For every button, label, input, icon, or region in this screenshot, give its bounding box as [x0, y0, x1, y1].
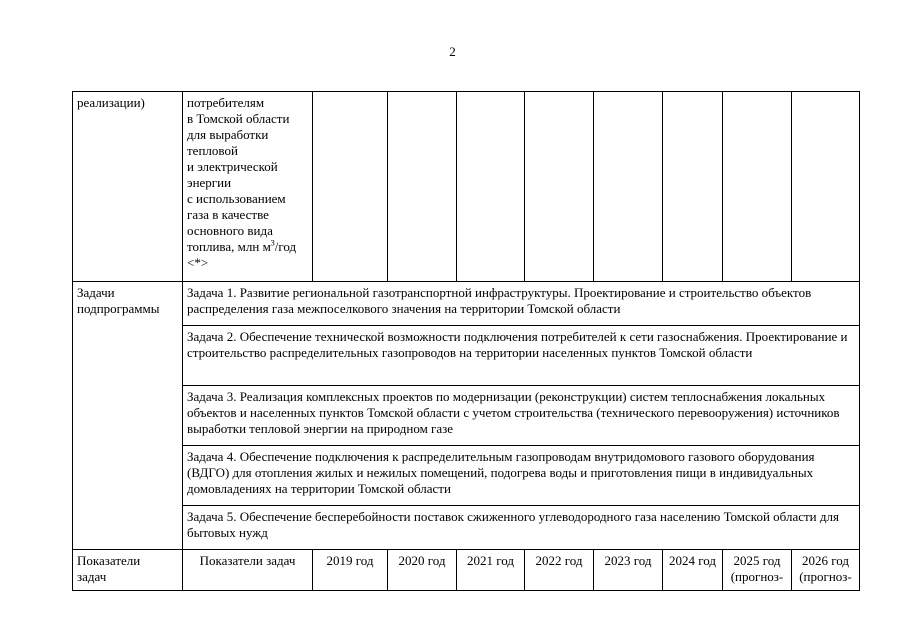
empty-cell: [525, 92, 594, 282]
year-2026-label: 2026 год: [802, 553, 849, 568]
indicators-header: Показатели задач: [183, 550, 313, 591]
task-3: Задача 3. Реализация комплексных проектов по модернизации (реконструкции) систем теплоснабжения локальных объектов и населенных пунктов Томской области с учетом строительства (технического перевооружения) источников выработки тепловой энергии на природном газе: [183, 386, 860, 446]
row-task-2: [73, 326, 860, 386]
implementation-label: реализации): [77, 95, 145, 110]
row-implementation: [73, 92, 860, 282]
empty-cell: [663, 92, 723, 282]
row-task-4: [73, 446, 860, 506]
row-indicators-header: [73, 550, 860, 591]
indicator-unit-superscript: 3: [270, 238, 275, 248]
year-2023: 2023 год: [594, 550, 663, 591]
empty-cell: [313, 92, 388, 282]
empty-cell: [792, 92, 860, 282]
indicator-description-tail: /год <*>: [187, 239, 297, 270]
year-2021: 2021 год: [457, 550, 525, 591]
year-2025-forecast: [723, 550, 792, 591]
row-task-5: [73, 506, 860, 550]
empty-cell: [388, 92, 457, 282]
row-task-3: [73, 386, 860, 446]
task-2: Задача 2. Обеспечение технической возможности подключения потребителей к сети газоснабжения. Проектирование и строительство распределительных газопроводов на территории населенных пунктов Томской области: [183, 326, 860, 386]
year-2020: 2020 год: [388, 550, 457, 591]
task-5: Задача 5. Обеспечение бесперебойности поставок сжиженного углеводородного газа населению Томской области для бытовых нужд: [183, 506, 860, 550]
year-2024: 2024 год: [663, 550, 723, 591]
year-2022: 2022 год: [525, 550, 594, 591]
year-2025-note: (прогноз-: [730, 569, 784, 584]
indicators-label: Показатели задач: [77, 553, 141, 584]
empty-cell: [594, 92, 663, 282]
page-number: 2: [449, 44, 456, 59]
task-1: Задача 1. Развитие региональной газотранспортной инфраструктуры. Проектирование и строительство объектов распределения газа межпоселкового значения на территории Томской области: [183, 282, 860, 326]
year-2025-label: 2025 год: [733, 553, 781, 568]
program-table: [72, 91, 860, 591]
task-4: Задача 4. Обеспечение подключения к распределительным газопроводам внутридомового газового оборудования (ВДГО) для отопления жилых и нежилых помещений, подогрева воды и приготовления пищи в индивидуальных домовладениях на территории Томской области: [183, 446, 860, 506]
cell-indicators-label: [73, 550, 183, 591]
empty-cell: [457, 92, 525, 282]
cell-implementation-label: [73, 92, 183, 282]
row-task-1: [73, 282, 860, 326]
year-2026-forecast: [792, 550, 860, 591]
cell-tasks-label: [73, 282, 183, 550]
indicator-description: потребителям в Томской области для выработки тепловой и электрической энергии с использованием газа в качестве основного вида топлива, млн м: [187, 95, 290, 254]
tasks-label: Задачи подпрограммы: [77, 285, 160, 316]
empty-cell: [723, 92, 792, 282]
year-2026-note: (прогноз-: [799, 569, 852, 584]
year-2019: 2019 год: [313, 550, 388, 591]
cell-indicator-description: [183, 92, 313, 282]
